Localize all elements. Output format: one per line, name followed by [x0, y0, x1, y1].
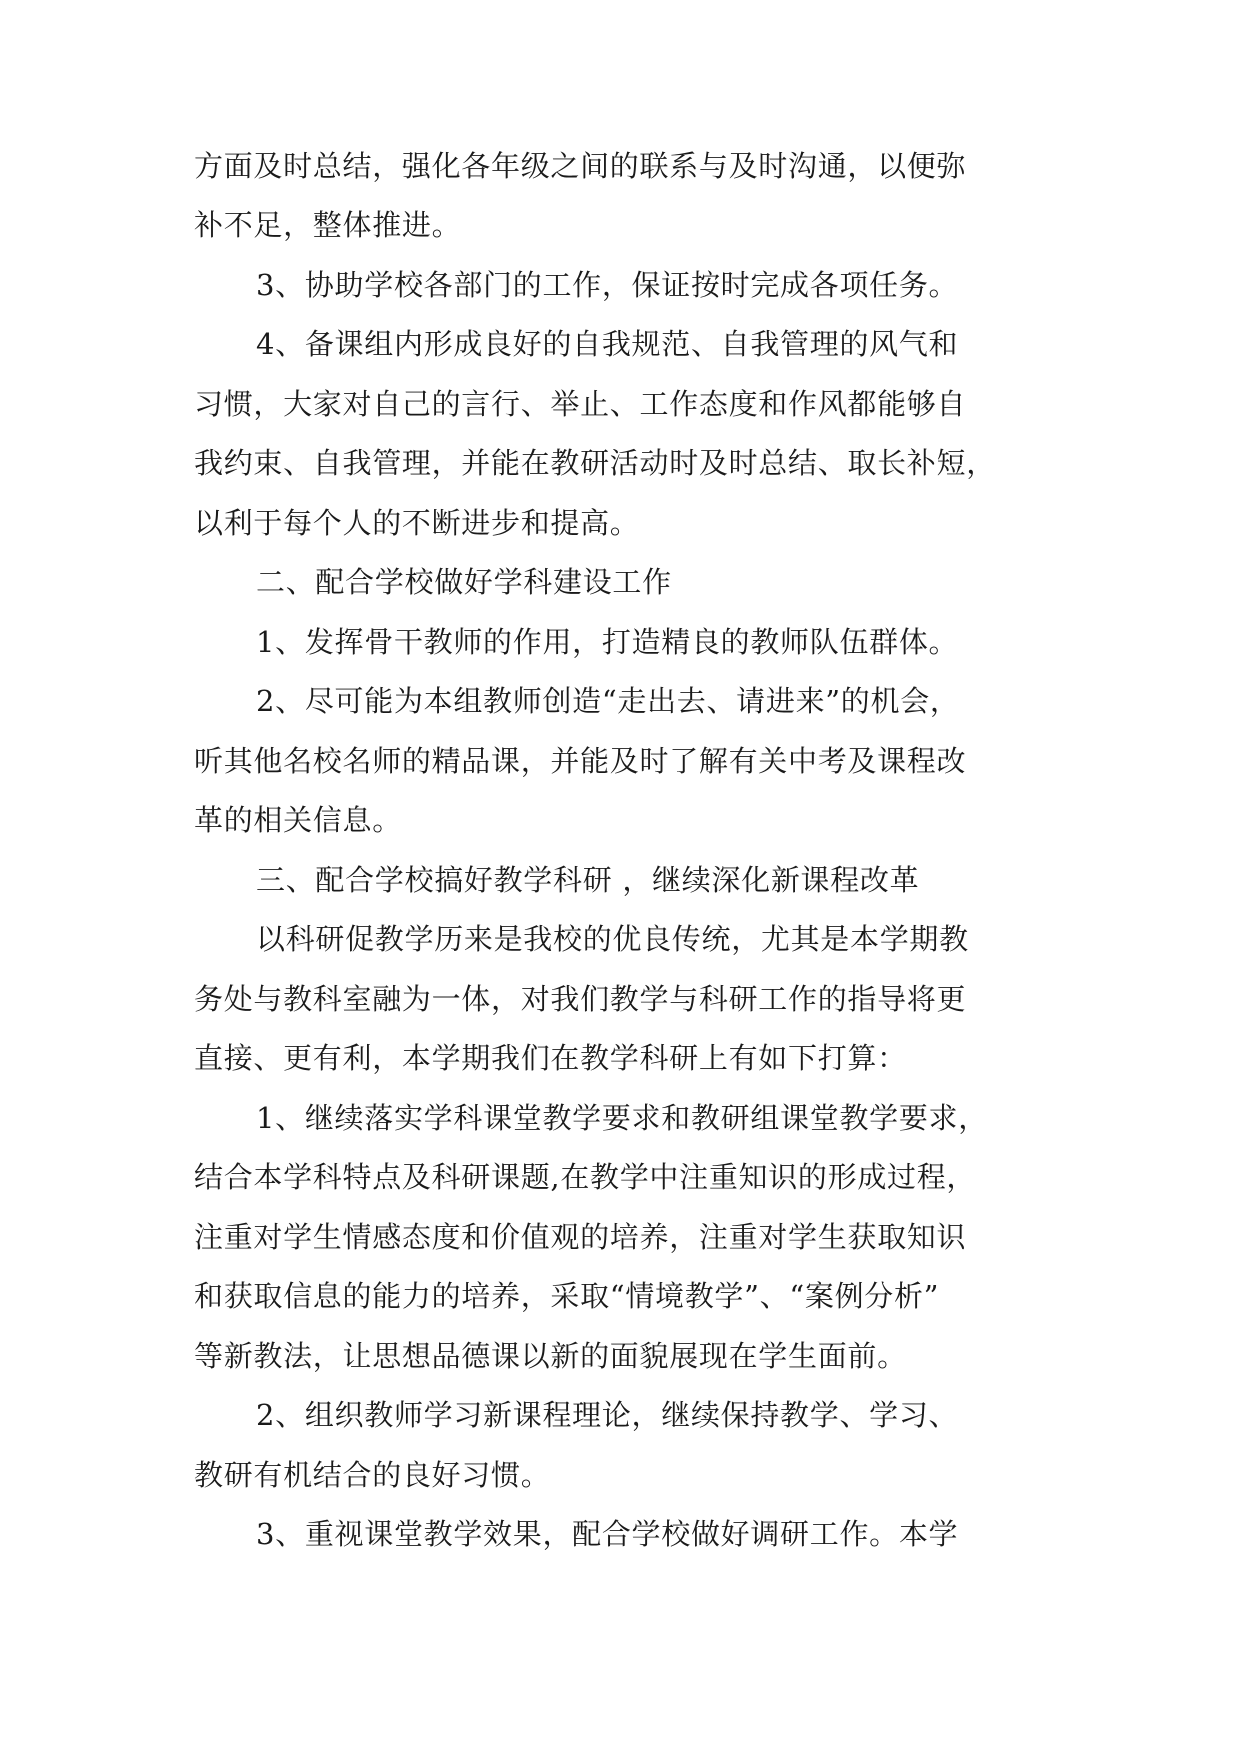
text-line: 2、尽可能为本组教师创造“走出去、请进来”的机会， — [256, 684, 960, 718]
section-heading: 二、配合学校做好学科建设工作 — [256, 565, 672, 599]
text-line: 和获取信息的能力的培养，采取“情境教学”、“案例分析” — [194, 1279, 940, 1313]
text-line: 3、协助学校各部门的工作，保证按时完成各项任务。 — [256, 268, 959, 302]
text-line: 直接、更有利，本学期我们在教学科研上有如下打算： — [194, 1041, 907, 1075]
section-heading: 三、配合学校搞好教学科研 ，继续深化新课程改革 — [256, 863, 920, 897]
text-line: 革的相关信息。 — [194, 803, 402, 837]
text-line: 方面及时总结，强化各年级之间的联系与及时沟通，以便弥 — [194, 149, 967, 183]
text-line: 2、组织教师学习新课程理论，继续保持教学、学习、 — [256, 1398, 959, 1432]
text-line: 等新教法，让思想品德课以新的面貌展现在学生面前。 — [194, 1339, 907, 1373]
text-line: 务处与教科室融为一体，对我们教学与科研工作的指导将更 — [194, 982, 967, 1016]
text-line: 以科研促教学历来是我校的优良传统，尤其是本学期教 — [256, 922, 969, 956]
text-line: 习惯，大家对自己的言行、举止、工作态度和作风都能够自 — [194, 387, 967, 421]
text-line: 3、重视课堂教学效果，配合学校做好调研工作。本学 — [256, 1517, 959, 1551]
text-line: 注重对学生情感态度和价值观的培养，注重对学生获取知识 — [194, 1220, 967, 1254]
text-line: 1、发挥骨干教师的作用，打造精良的教师队伍群体。 — [256, 625, 959, 659]
text-line: 补不足，整体推进。 — [194, 208, 462, 242]
text-line: 4、备课组内形成良好的自我规范、自我管理的风气和 — [256, 327, 959, 361]
text-line: 我约束、自我管理，并能在教研活动时及时总结、取长补短， — [194, 446, 996, 480]
text-line: 结合本学科特点及科研课题,在教学中注重知识的形成过程， — [194, 1160, 977, 1194]
text-line: 1、继续落实学科课堂教学要求和教研组课堂教学要求， — [256, 1101, 988, 1135]
text-line: 以利于每个人的不断进步和提高。 — [194, 506, 640, 540]
text-line: 教研有机结合的良好习惯。 — [194, 1458, 551, 1492]
text-line: 听其他名校名师的精品课，并能及时了解有关中考及课程改 — [194, 744, 967, 778]
